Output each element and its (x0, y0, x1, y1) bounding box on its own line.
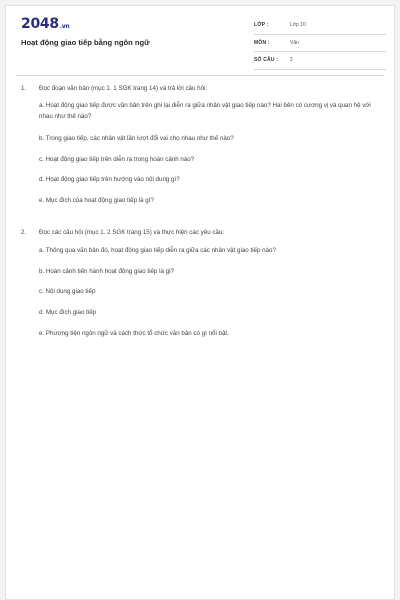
meta-info-panel (254, 18, 386, 71)
question-item: d. Mục đích giao tiếp (39, 309, 97, 316)
logo-main-text: 2048 (21, 16, 59, 32)
question-item: b. Hoàn cảnh tiến hành hoạt động giao tiếp là gì? (39, 268, 175, 275)
question-item: a. Thông qua văn bản đó, hoạt động giao tiếp diễn ra giữa các nhân vật giao tiếp nào? (39, 247, 276, 254)
meta-label: MÔN : (254, 39, 270, 46)
question-item: c. Nội dung giao tiếp (39, 288, 96, 295)
worksheet-page (5, 5, 395, 600)
meta-value: Văn (290, 39, 299, 46)
meta-label: LỚP : (254, 22, 269, 28)
header-divider (16, 75, 384, 76)
question-item: e. Phương tiện ngôn ngữ và cách thức tổ chức văn bản có gì nổi bật. (39, 330, 229, 337)
question-prompt: Đọc các câu hỏi (mục 1. 2 SGK trang 15) và thực hiện các yêu cầu: (39, 229, 225, 236)
question-prompt: Đọc đoạn văn bản (mục 1. 1 SGK trang 14) và trả lời câu hỏi: (39, 85, 208, 92)
question-number: 1. (21, 85, 27, 92)
meta-row-subject (254, 36, 386, 53)
logo-tld-text: .vn (59, 23, 70, 30)
question-item: b. Trong giao tiếp, các nhân vật lần lượt đổi vai cho nhau như thế nào? (39, 135, 234, 142)
document-title: Hoạt động giao tiếp bằng ngôn ngữ (21, 38, 150, 47)
question-item: a. Hoạt động giao tiếp được văn bản trên ghi lại diễn ra giữa nhân vật giao tiếp nào? Hai bên có cương vị và quan hệ với nhau như thế nào? (39, 102, 371, 120)
meta-row-question-count (254, 53, 386, 70)
meta-label: SỐ CÂU : (254, 57, 279, 63)
question-number: 2. (21, 229, 27, 236)
meta-value: Lớp 10 (290, 22, 306, 28)
meta-value: 2 (290, 57, 293, 63)
meta-row-grade (254, 18, 386, 35)
question-item: d. Hoạt động giao tiếp trên hướng vào nội dung gì? (39, 176, 180, 183)
question-item: c. Hoạt động giao tiếp trên diễn ra trong hoàn cảnh nào? (39, 156, 195, 163)
question-item: e. Mục đích của hoạt động giao tiếp là gì? (39, 197, 154, 204)
site-logo[interactable] (21, 16, 69, 32)
